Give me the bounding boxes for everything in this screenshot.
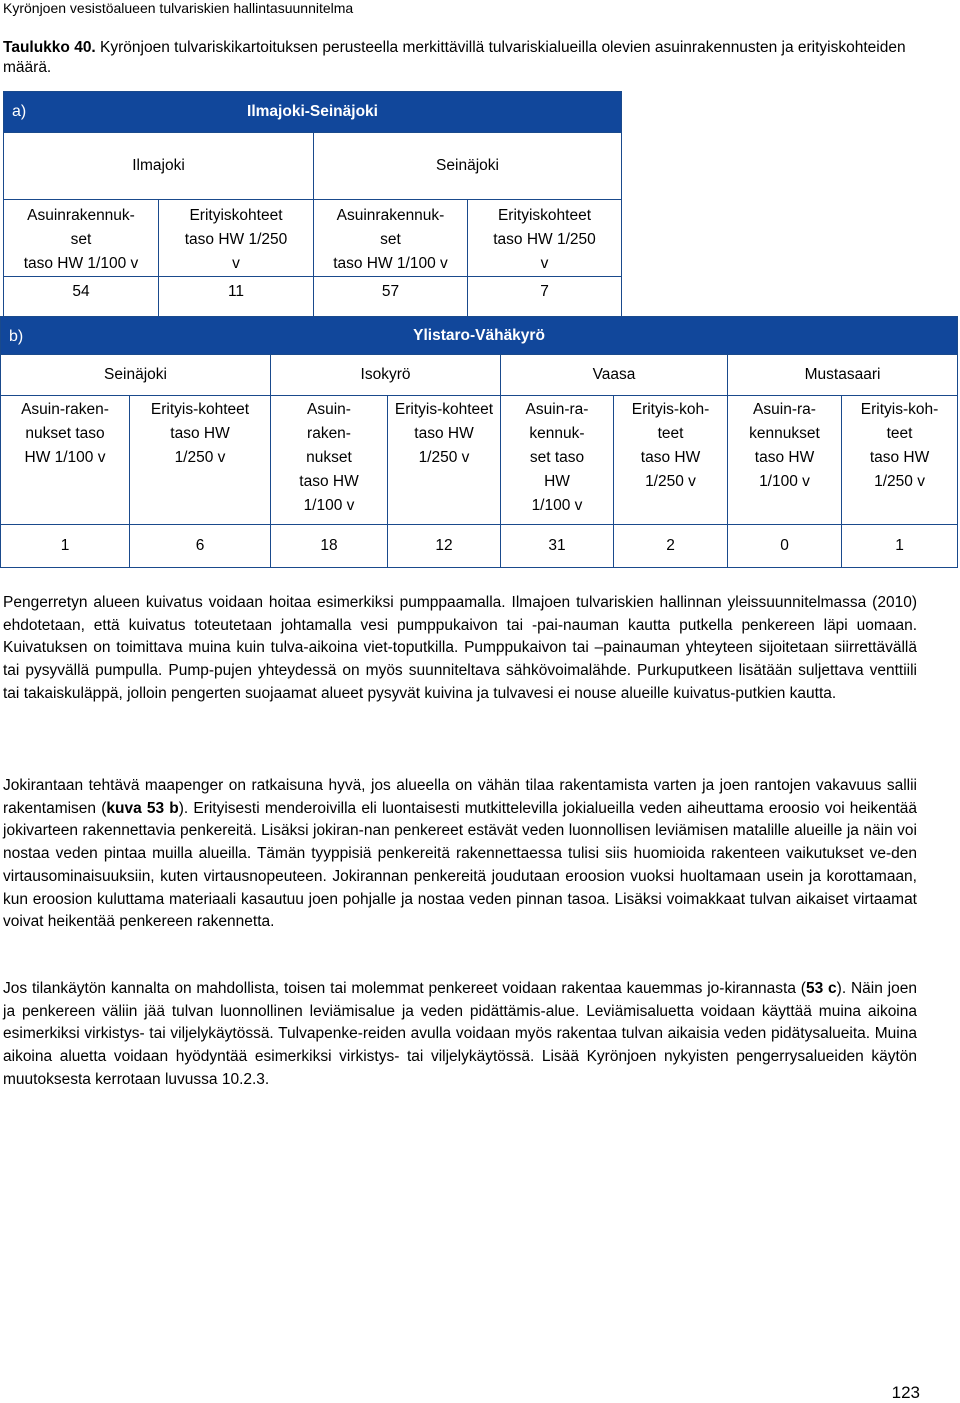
paragraph-setback-levee <box>3 978 917 1092</box>
caption-label: Taulukko 40. <box>3 39 96 56</box>
text-line: nauman kautta putkella penkereen läpi uomaan. Kuivatuksen on toimittava muina kuin tulva-aikoina viet- <box>3 616 917 657</box>
group-seinajoki: Seinäjoki <box>314 133 622 200</box>
column-header-line: Asuin-ra- <box>525 401 589 418</box>
column-header-line: 1/250 v <box>874 473 925 490</box>
column-header-line: Asuin-ra- <box>753 401 816 418</box>
text-line: veden pinnan tasoa. Lisäksi voimakkaat tulvan aikaiset virtaamat voivat heikentää penkereen rakennetta. <box>3 890 917 931</box>
value-cell: 57 <box>314 277 468 331</box>
column-header-line: taso HW <box>869 449 930 466</box>
table-a-title: Ilmajoki-Seinäjoki <box>247 103 378 120</box>
table-b-title-cell <box>1 317 958 355</box>
value-cell: 12 <box>388 525 501 568</box>
page-number: 123 <box>891 1383 920 1402</box>
text-line: ). Näin joen ja penkereen väliin jää tulvan luonnollinen leviämisalue ja veden pidättämis- <box>3 980 917 1020</box>
column-header-line: Erityis-koh- <box>631 401 710 418</box>
column-header-line: raken- <box>307 425 351 442</box>
text-line: hyödyntää esimerkiksi virkistys- tai viljelykäytössä. Lisää Kyrönjoen nykyisten pengerrysalueiden käytön <box>175 1048 917 1066</box>
column-header-line: taso HW <box>299 473 359 490</box>
column-header-line: Erityis-kohteet <box>394 401 494 418</box>
value-cell: 1 <box>842 525 958 568</box>
table-a-title-cell <box>4 92 622 133</box>
column-header-line: nukset taso <box>25 425 105 442</box>
column-header-line: taso HW 1/100 v <box>333 255 448 272</box>
text-line: ). Erityisesti menderoivilla eli luontaisesti mutkittelevilla <box>178 799 558 817</box>
text-line: den virtausominaisuuksiin, kuten virtausnopeuteen. Jokirannan penkereitä joudutaan eroosion vuoksi <box>3 845 917 885</box>
group-seinajoki: Seinäjoki <box>1 355 271 396</box>
value-cell: 54 <box>4 277 159 331</box>
column-header-line: v <box>232 255 240 272</box>
column-header <box>1 396 130 525</box>
column-header <box>314 200 468 277</box>
text-line: nan penkereet estävät veden luonnollisen leviämisen matalille alueille ja näin voi nostaa veden pintaa <box>3 822 917 863</box>
running-header: Kyrönjoen vesistöalueen tulvariskien hallintasuunnitelma <box>3 0 354 16</box>
column-header-line: Asuinrakennuk- <box>336 207 445 224</box>
column-header-line: HW <box>544 473 570 490</box>
column-header <box>728 396 842 525</box>
column-header <box>4 200 159 277</box>
column-header <box>159 200 314 277</box>
table-b-tag: b) <box>9 328 24 345</box>
column-header <box>271 396 388 525</box>
caption-text: Kyrönjoen tulvariskikartoituksen perusteella merkittävillä tulvariskialueilla olevien asuinrakennusten ja erityiskohteiden määrä. <box>3 39 906 76</box>
column-header-line: taso HW 1/250 <box>184 231 288 248</box>
group-isokyro: Isokyrö <box>271 355 501 396</box>
text-line: putkien kautta. <box>735 684 837 702</box>
text-line: alue. Leviämisaluetta voidaan käyttää muina aikoina esimerkiksi virkistys- tai viljelykäytössä. Tulvapenke- <box>3 1002 917 1043</box>
value-cell: 2 <box>614 525 728 568</box>
value-cell: 11 <box>159 277 314 331</box>
column-header-line: Asuinrakennuk- <box>27 207 135 224</box>
column-header <box>388 396 501 525</box>
column-header-line: kennukset <box>749 425 820 442</box>
column-header <box>842 396 958 525</box>
text-line: yleissuunnitelmassa (2010) ehdotetaan, että kuivatus toteutetaan johtamalla vesi pumppukaivon tai -pai- <box>3 594 917 634</box>
text-line: muutoksesta kerrotaan luvussa 10.2.3. <box>3 1070 270 1088</box>
figure-reference: 53 c <box>805 980 837 997</box>
value-cell: 7 <box>468 277 622 331</box>
column-header-line: taso HW 1/100 v <box>23 255 139 272</box>
text-line: reiden avulla voidaan myös rakentaa tulvan aikaisia veden pidätysalueita. Muina aikoina aluetta voidaan <box>3 1025 917 1066</box>
value-cell: 1 <box>1 525 130 568</box>
column-header-line: taso HW <box>170 425 230 442</box>
value-cell: 31 <box>501 525 614 568</box>
group-vaasa: Vaasa <box>501 355 728 396</box>
text-line: jokialueilla veden aiheuttama eroosio voi heikentää jokivarteen rakennettavia penkereitä. Lisäksi jokiran- <box>3 799 918 840</box>
column-header-line: 1/250 v <box>645 473 696 490</box>
column-header-line: Asuin-raken- <box>21 401 109 418</box>
column-header-line: Erityiskohteet <box>497 207 592 224</box>
group-ilmajoki: Ilmajoki <box>4 133 314 200</box>
text-line: toputkilla. Pumppukaivon tai –painauman yhteyteen sijoitetaan siirrettävällä tai pysyvällä pumpulla. Pump- <box>3 639 917 680</box>
paragraph-drainage <box>3 592 917 706</box>
group-mustasaari: Mustasaari <box>728 355 958 396</box>
column-header <box>130 396 271 525</box>
column-header-line: set taso <box>529 449 585 466</box>
column-header-line: teet <box>886 425 913 442</box>
column-header-line: set <box>380 231 401 248</box>
column-header <box>468 200 622 277</box>
column-header-line: taso HW <box>754 449 815 466</box>
text-line: pujen yhteydessä on myös suunniteltava sähkövoimalähde. Purkuputkeen lisätään suljettava venttiili tai <box>3 662 917 702</box>
column-header-line: Erityis-kohteet <box>150 401 250 418</box>
text-line: huoltamaan usein ja korottamaan, kun eroosion kuluttama materiaali kasautuu joen pohjalle ja nostaa <box>3 867 917 908</box>
table-ilmajoki-seinajoki <box>3 91 622 331</box>
text-line: takaiskuläppä, jolloin pengerten suojaamat alueet pysyvät kuivina ja tulvavesi ei nouse alueille kuivatus- <box>23 684 736 702</box>
column-header-line: Asuin- <box>307 401 351 418</box>
column-header-line: nukset <box>306 449 352 466</box>
figure-reference: kuva 53 b <box>106 799 179 817</box>
column-header-line: Erityis-koh- <box>860 401 939 418</box>
paragraph-riverbank-levee <box>3 775 917 934</box>
column-header-line: 1/100 v <box>303 497 355 514</box>
value-cell: 18 <box>271 525 388 568</box>
text-line: muilla alueilla. Tämän tyyppisiä penkereitä rakennettaessa tulisi siis huomioida rakenteen vaikutukset ve- <box>152 845 892 863</box>
column-header-line: taso HW 1/250 <box>493 231 596 248</box>
value-cell: 0 <box>728 525 842 568</box>
column-header-line: HW 1/100 v <box>24 449 106 466</box>
text-line: rantojen vakavuus sallii rakentamisen ( <box>3 777 917 817</box>
column-header-line: v <box>540 255 549 272</box>
column-header-line: taso HW <box>414 425 474 442</box>
text-line: Pengerretyn alueen kuivatus voidaan hoitaa esimerkiksi pumppaamalla. Ilmajoen tulvariskien hallinnan <box>3 594 722 611</box>
table-caption <box>3 38 923 78</box>
column-header-line: teet <box>657 425 684 442</box>
column-header-line: taso HW <box>640 449 701 466</box>
column-header <box>614 396 728 525</box>
value-cell: 6 <box>130 525 271 568</box>
text-line: kirannasta ( <box>724 980 806 997</box>
column-header-line: set <box>70 231 92 248</box>
column-header-line: 1/250 v <box>418 449 470 466</box>
column-header-line: 1/250 v <box>174 449 226 466</box>
column-header-line: kennuk- <box>529 425 585 442</box>
column-header <box>501 396 614 525</box>
table-a-tag: a) <box>12 103 27 120</box>
column-header-line: 1/100 v <box>759 473 810 490</box>
text-line: Jos tilankäytön kannalta on mahdollista, toisen tai molemmat penkereet voidaan rakentaa kauemmas jo- <box>3 980 725 997</box>
text-line: Jokirantaan tehtävä maapenger on ratkaisuna hyvä, jos alueella on vähän tilaa rakentamista varten ja joen <box>3 777 749 794</box>
column-header-line: Erityiskohteet <box>189 207 283 224</box>
column-header-line: 1/100 v <box>531 497 583 514</box>
table-b-title: Ylistaro-Vähäkyrö <box>413 326 545 344</box>
table-ylistaro-vahakyro <box>0 316 958 568</box>
